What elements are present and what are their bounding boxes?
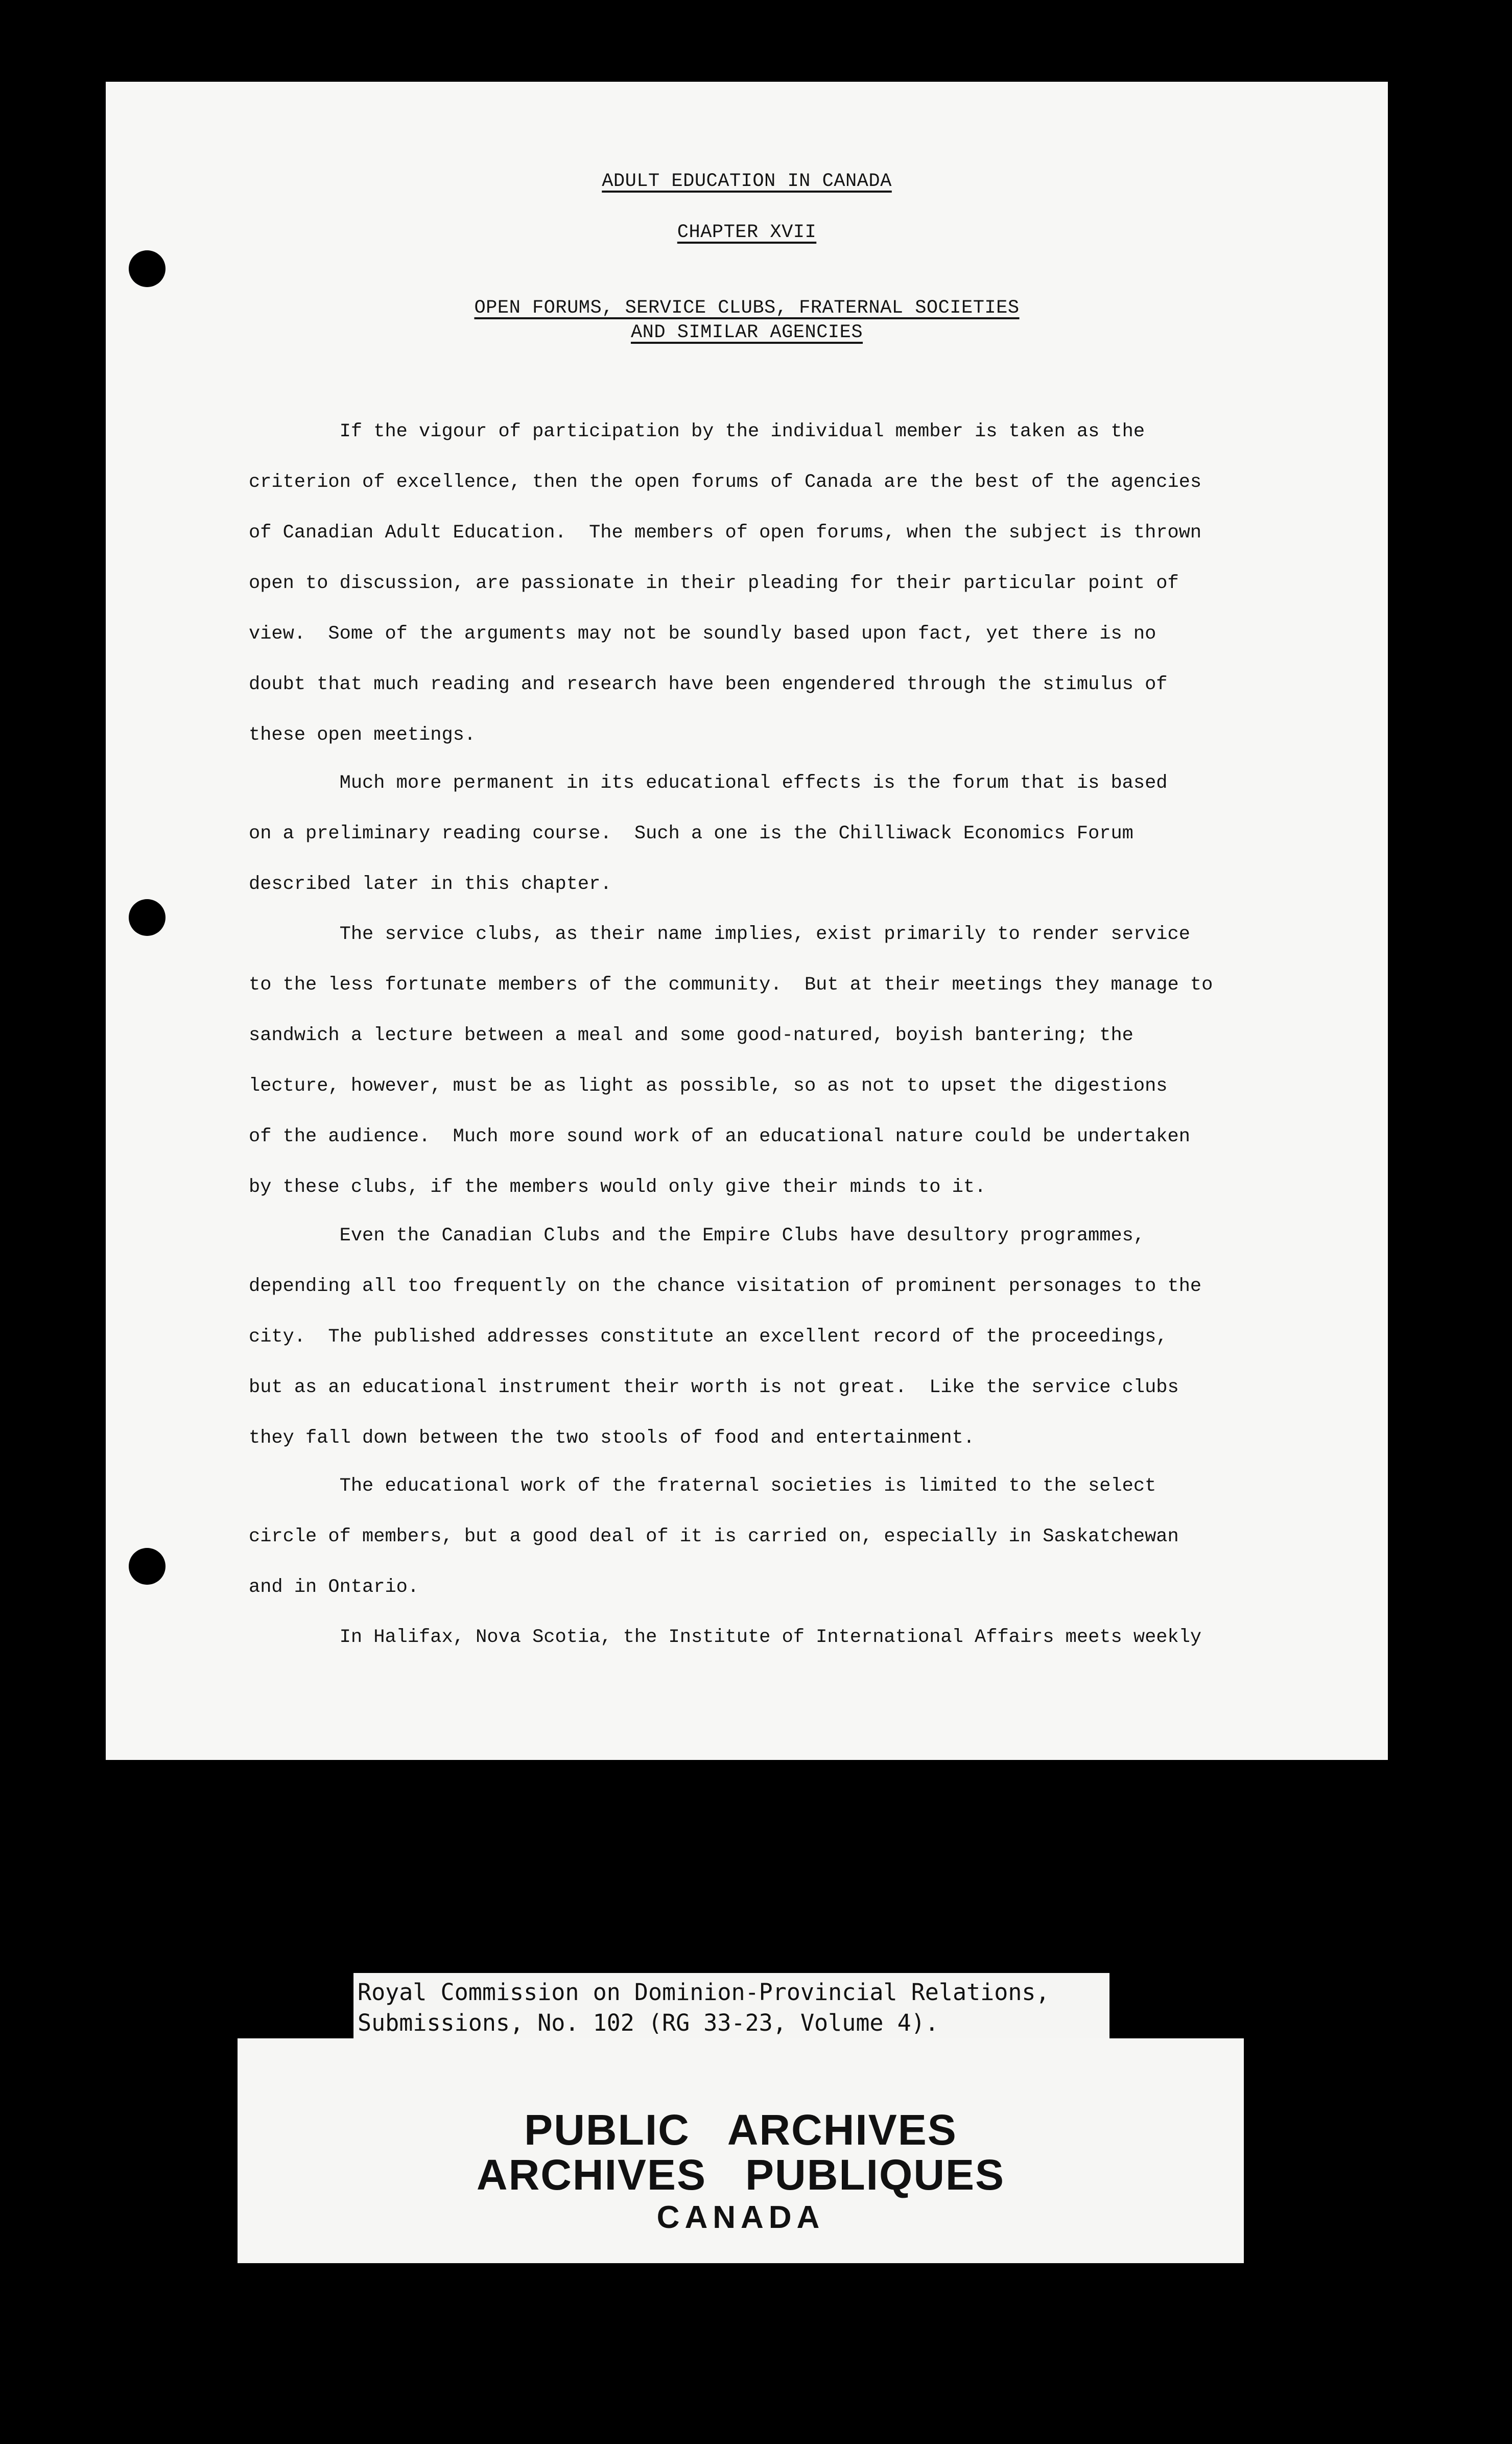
document-title (106, 170, 1388, 193)
document-page (106, 82, 1388, 1760)
archive-stamp-text (238, 2107, 1244, 2238)
paragraph: Much more permanent in its educational effects is the forum that is based on a preliminary reading course. Such a one is the Chilliwack Economics Forum described later in this chapter. (249, 772, 1168, 895)
archive-stamp (238, 2038, 1244, 2263)
chapter-heading (106, 221, 1388, 244)
paragraph: Even the Canadian Clubs and the Empire Clubs have desultory programmes, depending all too frequently on the chance visitation of prominent personages to the city. The published addresses constitute an excellent record of the proceedings, but as an educational instrument their worth is not great. Like the service clubs they fall down between the two stools of food and entertainment. (249, 1225, 1202, 1449)
punch-hole-middle (129, 899, 166, 936)
archive-stamp-line-1: PUBLIC ARCHIVES (524, 2106, 957, 2154)
paragraph: The educational work of the fraternal societies is limited to the select circle of members, but a good deal of it is carried on, especially in Saskatchewan and in Ontario. (249, 1475, 1179, 1598)
chapter-subtitle-line-1 (106, 296, 1388, 320)
paragraph: If the vigour of participation by the individual member is taken as the criterion of excellence, then the open forums of Canada are the best of the agencies of Canadian Adult Education. The members of open forums, when the subject is thrown open to discussion, are passionate in their pleading for their particular point of view. Some of the arguments may not be soundly based upon fact, yet there is no doubt that much reading and research have been engendered through the stimulus of these open meetings. (249, 421, 1202, 746)
chapter-subtitle-text-2: AND SIMILAR AGENCIES (630, 322, 863, 343)
archive-reference-line-1: Royal Commission on Dominion-Provincial Relations, (358, 1979, 1050, 2006)
document-title-text: ADULT EDUCATION IN CANADA (602, 171, 892, 192)
chapter-heading-text: CHAPTER XVII (677, 222, 817, 243)
chapter-subtitle-text-1: OPEN FORUMS, SERVICE CLUBS, FRATERNAL SOCIETIES (474, 297, 1020, 319)
punch-hole-top (129, 250, 166, 287)
archive-reference-line-2: Submissions, No. 102 (RG 33-23, Volume 4). (358, 2009, 939, 2036)
archive-stamp-line-3: CANADA (656, 2200, 825, 2235)
paragraph: The service clubs, as their name implies, exist primarily to render service to the less fortunate members of the community. But at their meetings they manage to sandwich a lecture between a meal and some good-natured, boyish bantering; the lecture, however, must be as light as possible, so as not to upset the digestions of the audience. Much more sound work of an educational nature could be undertaken by these clubs, if the members would only give their minds to it. (249, 924, 1213, 1198)
paragraph: In Halifax, Nova Scotia, the Institute of International Affairs meets weekly (249, 1627, 1202, 1648)
chapter-subtitle-line-2 (106, 321, 1388, 344)
punch-hole-bottom (129, 1548, 166, 1585)
archive-stamp-line-2: ARCHIVES PUBLIQUES (476, 2151, 1005, 2199)
archive-reference-slip (353, 1973, 1109, 2039)
